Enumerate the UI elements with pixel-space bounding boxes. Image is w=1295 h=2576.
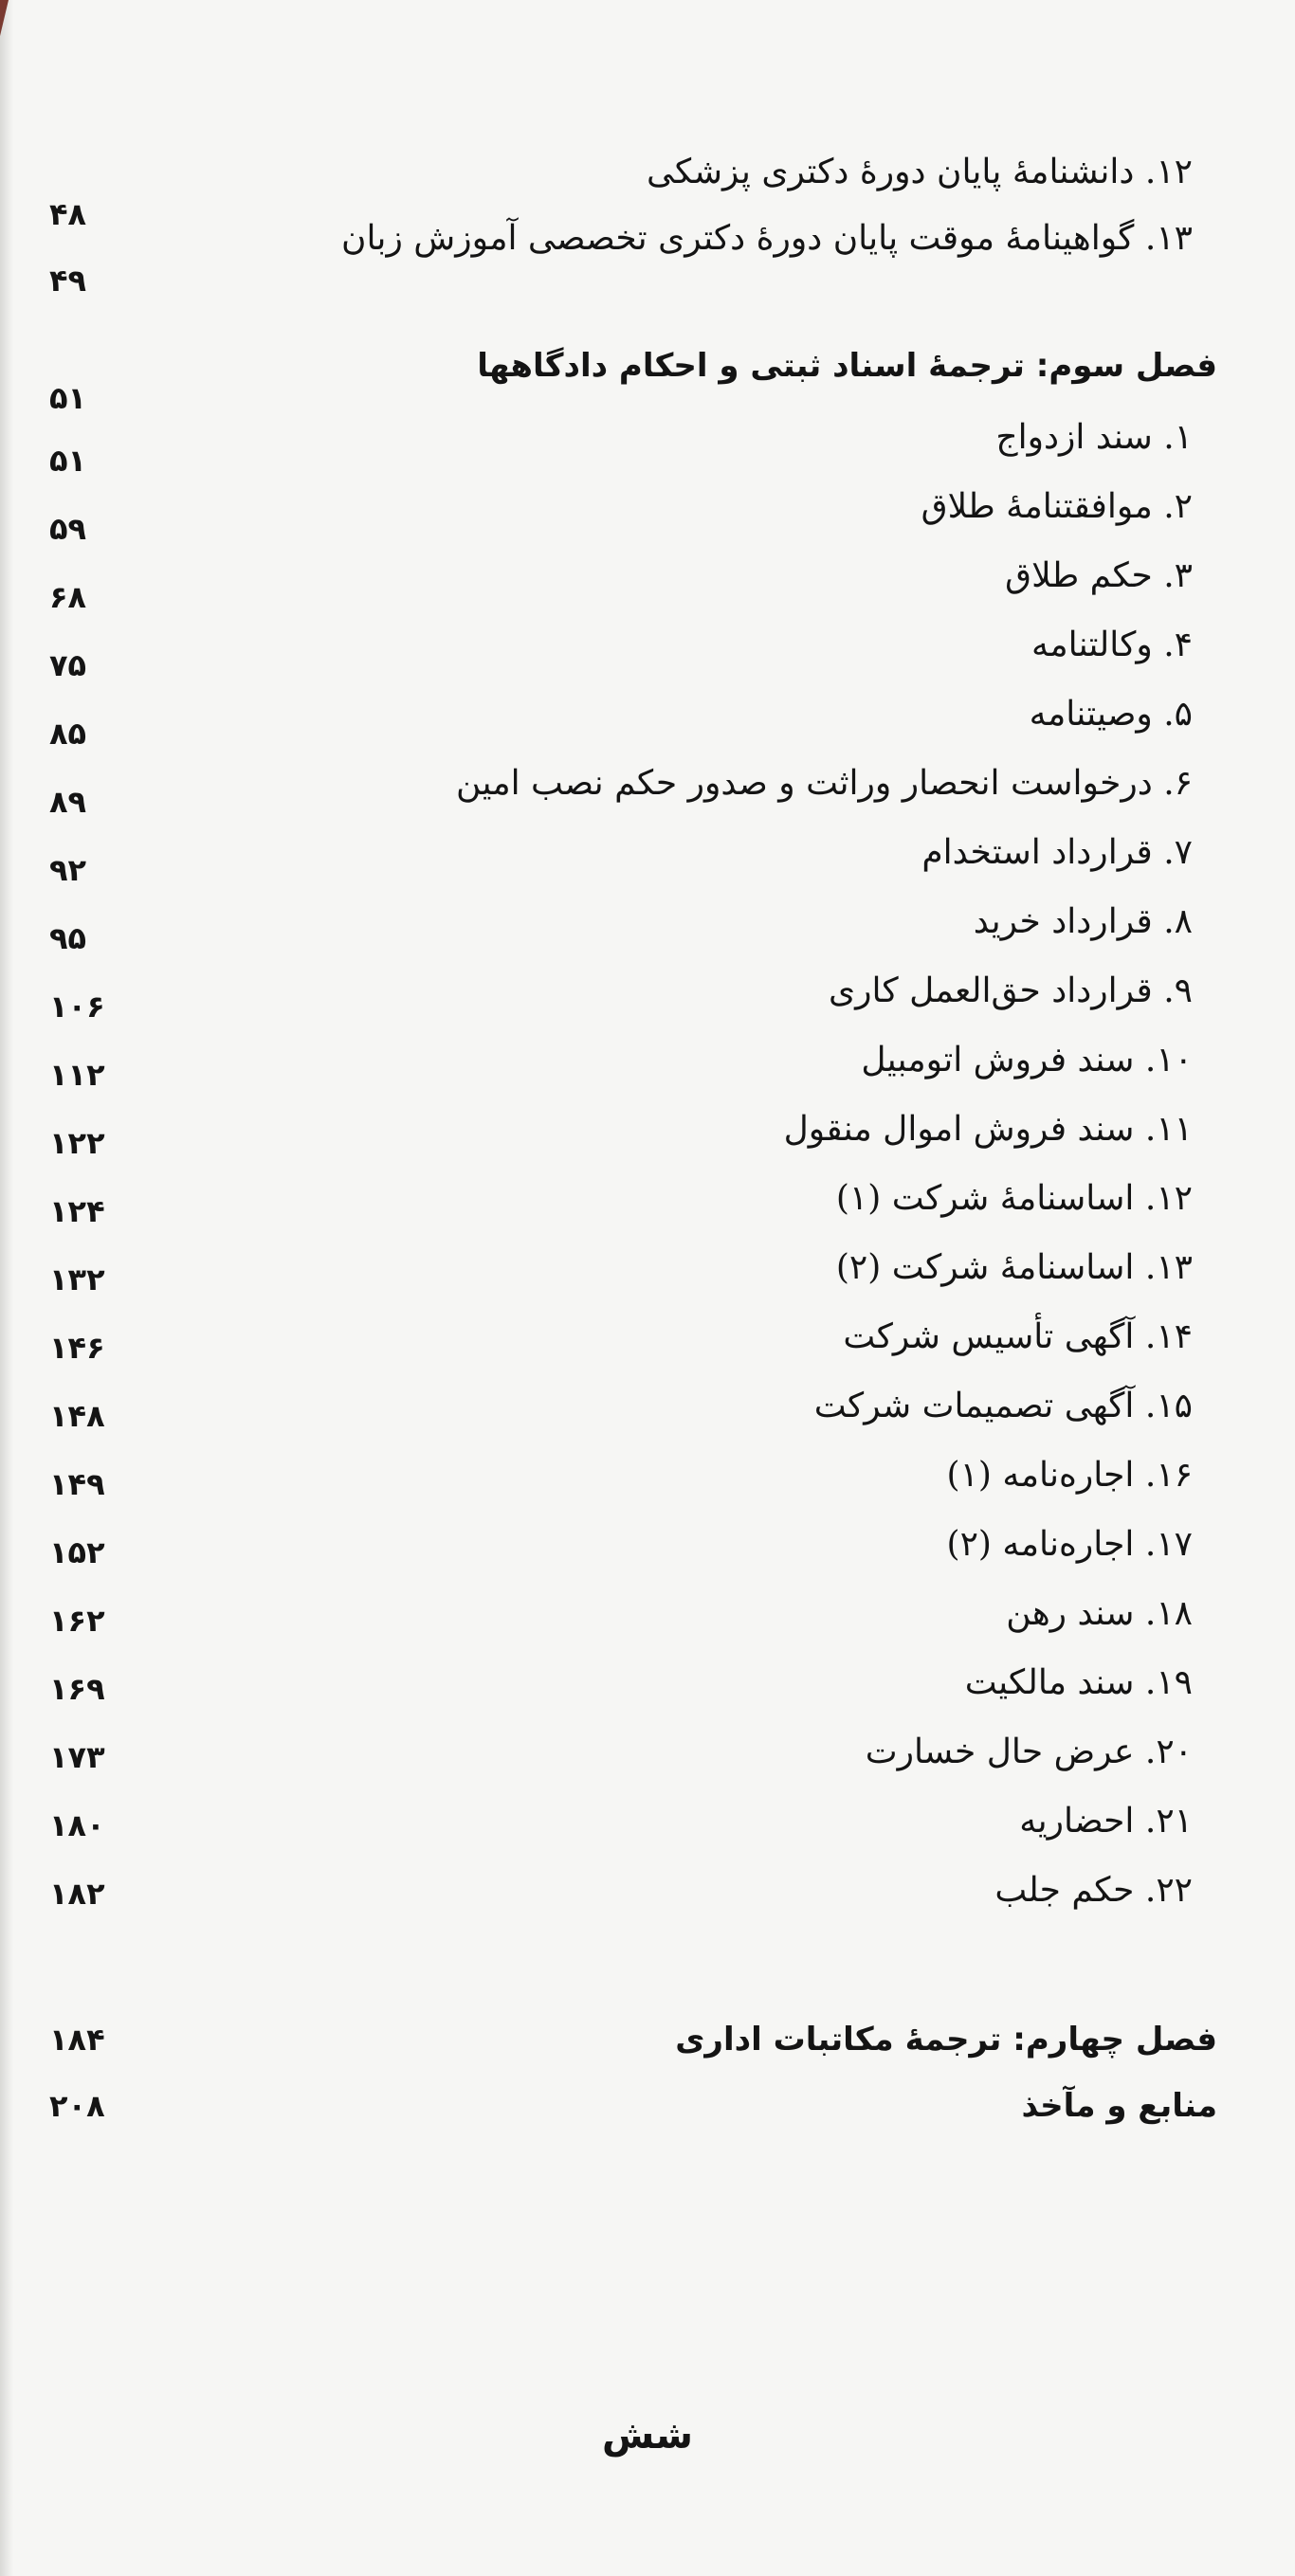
toc-item-page: ۹۵ bbox=[49, 920, 87, 956]
toc-item-title: ۲۲. حکم جلب bbox=[994, 1871, 1193, 1910]
toc-item-title: ۱۳. اساسنامهٔ شرکت (۲) bbox=[835, 1248, 1193, 1287]
chapter3-page: ۵۱ bbox=[49, 380, 87, 416]
toc-item-page: ۸۵ bbox=[49, 716, 87, 752]
toc-item-page: ۸۹ bbox=[49, 784, 87, 820]
toc-item-title: ۶. درخواست انحصار وراثت و صدور حکم نصب امین bbox=[456, 764, 1193, 803]
toc-item-title: ۲۰. عرض حال خسارت bbox=[865, 1732, 1193, 1771]
toc-item-page: ۹۲ bbox=[49, 852, 87, 888]
chapter3-heading: فصل سوم: ترجمهٔ اسناد ثبتی و احکام دادگاهها bbox=[477, 347, 1217, 385]
toc-item-title: ۳. حکم طلاق bbox=[1005, 556, 1193, 595]
toc-item-title: ۲۱. احضاریه bbox=[1019, 1802, 1193, 1841]
chapter4-page: ۱۸۴ bbox=[49, 2022, 105, 2058]
toc-item-page: ۱۸۰ bbox=[49, 1807, 105, 1843]
toc-item-page: ۱۵۲ bbox=[49, 1534, 105, 1570]
corner-mark bbox=[0, 0, 9, 36]
toc-item-page: ۱۸۲ bbox=[49, 1876, 105, 1912]
toc-item-title: ۱۶. اجاره‌نامه (۱) bbox=[946, 1456, 1193, 1495]
sources-page: ۲۰۸ bbox=[49, 2088, 105, 2124]
toc-item-page: ۱۱۲ bbox=[49, 1057, 105, 1093]
toc-item-page: ۵۱ bbox=[49, 443, 87, 479]
toc-item-title: ۱۲. اساسنامهٔ شرکت (۱) bbox=[835, 1179, 1193, 1218]
page-folio: شش bbox=[602, 2414, 693, 2458]
toc-item-page: ۶۸ bbox=[49, 579, 87, 615]
toc-item-page: ۱۴۶ bbox=[49, 1330, 105, 1366]
toc-item-page: ۱۴۹ bbox=[49, 1466, 105, 1502]
toc-entry-page: ۴۹ bbox=[49, 263, 87, 299]
toc-item-page: ۱۲۴ bbox=[49, 1193, 105, 1229]
toc-entry-page: ۴۸ bbox=[49, 196, 87, 232]
toc-item-page: ۱۴۸ bbox=[49, 1398, 105, 1434]
toc-item-page: ۱۷۳ bbox=[49, 1739, 105, 1775]
toc-item-title: ۱۸. سند رهن bbox=[1006, 1594, 1193, 1633]
toc-item-page: ۱۳۲ bbox=[49, 1261, 105, 1297]
toc-item-title: ۱۹. سند مالکیت bbox=[964, 1663, 1193, 1702]
toc-item-title: ۸. قرارداد خرید bbox=[973, 902, 1193, 941]
toc-item-title: ۱۴. آگهی تأسیس شرکت bbox=[843, 1317, 1193, 1356]
toc-item-title: ۲. موافقتنامهٔ طلاق bbox=[921, 487, 1193, 526]
toc-item-title: ۴. وکالتنامه bbox=[1031, 626, 1193, 664]
toc-item-title: ۵. وصیتنامه bbox=[1029, 695, 1193, 734]
toc-item-page: ۱۰۶ bbox=[49, 989, 105, 1025]
toc-item-title: ۱۵. آگهی تصمیمات شرکت bbox=[813, 1387, 1193, 1425]
toc-item-page: ۱۶۲ bbox=[49, 1603, 105, 1639]
toc-entry-title: ۱۳. گواهینامهٔ موقت پایان دورهٔ دکتری تخصصی آموزش زبان bbox=[341, 219, 1193, 258]
toc-item-title: ۱۷. اجاره‌نامه (۲) bbox=[946, 1525, 1193, 1564]
sources-heading: منابع و مآخذ bbox=[1021, 2087, 1217, 2125]
toc-item-page: ۱۶۹ bbox=[49, 1671, 105, 1707]
toc-item-title: ۱۱. سند فروش اموال منقول bbox=[783, 1110, 1193, 1149]
toc-item-title: ۱. سند ازدواج bbox=[995, 418, 1193, 457]
toc-item-title: ۹. قرارداد حق‌العمل کاری bbox=[828, 971, 1193, 1010]
chapter4-heading: فصل چهارم: ترجمهٔ مکاتبات اداری bbox=[675, 2021, 1217, 2059]
toc-item-title: ۱۰. سند فروش اتومبیل bbox=[861, 1041, 1193, 1079]
toc-item-title: ۷. قرارداد استخدام bbox=[921, 833, 1193, 872]
toc-item-page: ۷۵ bbox=[49, 647, 87, 683]
toc-item-page: ۱۲۲ bbox=[49, 1125, 105, 1161]
toc-entry-title: ۱۲. دانشنامهٔ پایان دورهٔ دکتری پزشکی bbox=[647, 153, 1193, 191]
page-gutter-shadow bbox=[0, 0, 13, 2576]
toc-item-page: ۵۹ bbox=[49, 511, 87, 547]
